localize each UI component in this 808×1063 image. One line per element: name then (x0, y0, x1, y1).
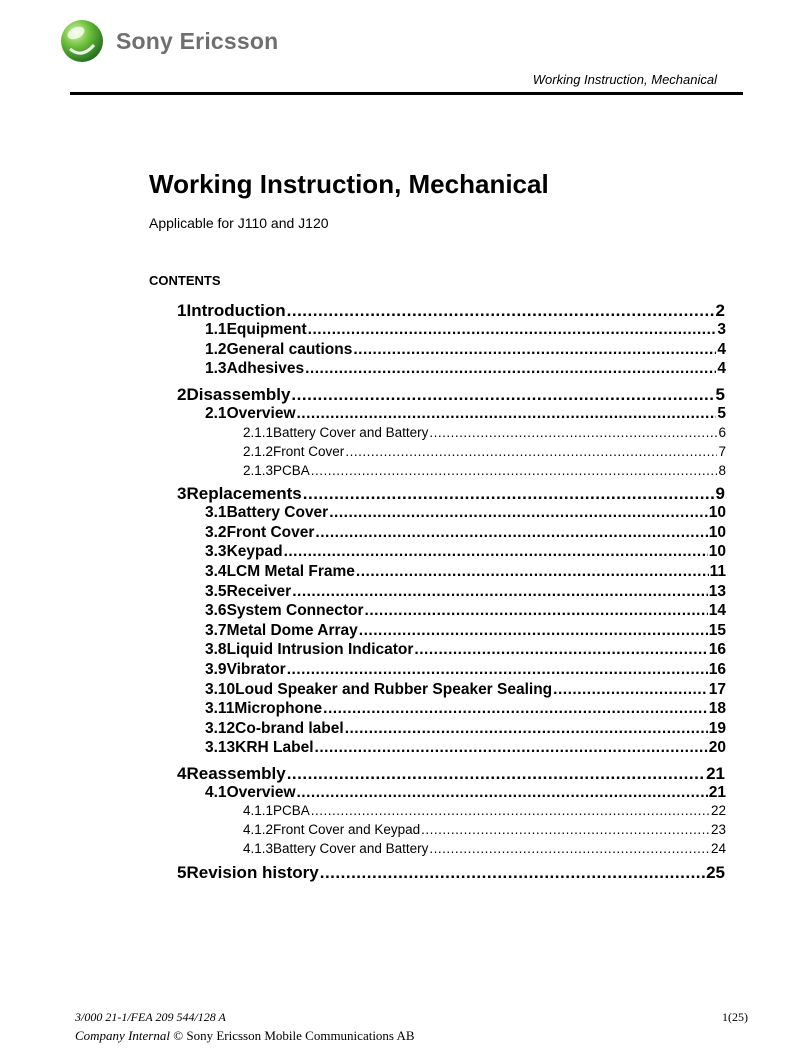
running-header-title: Working Instruction, Mechanical (532, 72, 717, 87)
copyright-symbol: © (173, 1028, 184, 1043)
toc-entry-page: 5 (715, 385, 725, 404)
toc-entry-page: 4 (717, 360, 726, 377)
toc-entry-title: Battery Cover and Battery (273, 841, 429, 856)
toc-entry-page: 2 (715, 301, 725, 320)
toc-entry-page: 7 (718, 444, 726, 459)
toc-entry-page: 18 (708, 700, 726, 717)
toc-dot-leader (329, 504, 708, 522)
toc-entry-number: 3.2 (205, 524, 227, 541)
toc-entry-level-3[interactable] (243, 444, 726, 459)
toc-entry-page: 13 (708, 583, 726, 600)
toc-entry-level-1[interactable] (177, 385, 725, 405)
toc-entry-number: 3.5 (205, 583, 227, 600)
toc-entry-level-2[interactable] (205, 739, 726, 757)
toc-entry-level-2[interactable] (205, 405, 726, 423)
toc-entry-number: 1 (177, 301, 187, 320)
sony-ericsson-logo-icon (60, 19, 104, 63)
toc-dot-leader (311, 803, 710, 818)
toc-entry-page: 21 (708, 784, 726, 801)
toc-dot-leader (345, 444, 717, 459)
toc-entry-level-2[interactable] (205, 700, 726, 718)
toc-entry-level-1[interactable] (177, 764, 725, 784)
toc-dot-leader (315, 524, 707, 542)
toc-entry-number: 2.1.3 (243, 463, 274, 478)
toc-dot-leader (303, 484, 715, 504)
toc-entry-number: 2.1.2 (243, 444, 274, 459)
toc-dot-leader (297, 784, 708, 802)
toc-entry-level-2[interactable] (205, 641, 726, 659)
toc-entry-page: 25 (706, 863, 725, 882)
toc-entry-level-2[interactable] (205, 622, 726, 640)
toc-entry-number: 2 (177, 385, 187, 404)
toc-entry-level-2[interactable] (205, 681, 726, 699)
toc-entry-number: 5 (177, 863, 187, 882)
toc-dot-leader (353, 341, 716, 359)
toc-entry-level-2[interactable] (205, 563, 726, 581)
classification-label: Company Internal (75, 1028, 170, 1043)
toc-dot-leader (421, 822, 710, 837)
toc-entry-title: Equipment (226, 321, 307, 338)
toc-entry-title: Front Cover and Keypad (273, 822, 421, 837)
toc-entry-number: 2.1 (205, 405, 227, 422)
toc-entry-title: Battery Cover and Battery (273, 425, 429, 440)
toc-entry-title: Disassembly (186, 385, 291, 404)
company-name: Sony Ericsson Mobile Communications AB (186, 1028, 415, 1043)
toc-entry-title: Keypad (226, 543, 283, 560)
toc-entry-title: General cautions (226, 341, 353, 358)
toc-entry-level-2[interactable] (205, 524, 726, 542)
toc-entry-title: Receiver (226, 583, 292, 600)
toc-entry-level-2[interactable] (205, 602, 726, 620)
toc-dot-leader (356, 563, 709, 581)
toc-entry-page: 10 (708, 504, 726, 521)
toc-dot-leader (414, 641, 707, 659)
toc-dot-leader (287, 764, 705, 784)
toc-entry-level-3[interactable] (243, 822, 726, 837)
toc-entry-number: 3.10 (205, 681, 236, 698)
toc-entry-number: 1.1 (205, 321, 227, 338)
document-subtitle: Applicable for J110 and J120 (149, 215, 329, 231)
contents-heading: CONTENTS (149, 273, 221, 288)
toc-entry-number: 3.8 (205, 641, 227, 658)
toc-entry-title: Front Cover (273, 444, 345, 459)
toc-entry-page: 17 (708, 681, 726, 698)
toc-entry-page: 21 (706, 764, 725, 783)
toc-entry-level-2[interactable] (205, 360, 726, 378)
toc-entry-number: 4.1.1 (243, 803, 274, 818)
toc-entry-level-3[interactable] (243, 463, 726, 478)
toc-dot-leader (291, 385, 714, 405)
toc-entry-number: 3 (177, 484, 187, 503)
toc-dot-leader (359, 622, 708, 640)
toc-entry-number: 1.2 (205, 341, 227, 358)
toc-entry-title: Microphone (234, 700, 323, 717)
toc-entry-number: 4.1.3 (243, 841, 274, 856)
toc-entry-number: 3.13 (205, 739, 236, 756)
sony-ericsson-logo (60, 18, 278, 64)
toc-entry-number: 3.3 (205, 543, 227, 560)
toc-entry-title: Reassembly (186, 764, 286, 783)
toc-entry-level-3[interactable] (243, 803, 726, 818)
toc-entry-level-2[interactable] (205, 583, 726, 601)
toc-entry-page: 15 (708, 622, 726, 639)
toc-entry-title: Liquid Intrusion Indicator (226, 641, 414, 658)
toc-entry-page: 3 (717, 321, 726, 338)
toc-entry-title: KRH Label (235, 739, 314, 756)
toc-dot-leader (345, 720, 708, 738)
toc-entry-number: 3.12 (205, 720, 236, 737)
toc-entry-page: 10 (708, 543, 726, 560)
toc-entry-title: LCM Metal Frame (226, 563, 355, 580)
toc-entry-level-2[interactable] (205, 661, 726, 679)
toc-entry-level-2[interactable] (205, 543, 726, 561)
toc-entry-number: 3.7 (205, 622, 227, 639)
toc-entry-title: Overview (226, 784, 296, 801)
toc-entry-number: 3.6 (205, 602, 227, 619)
toc-dot-leader (297, 405, 717, 423)
toc-entry-number: 4.1 (205, 784, 227, 801)
toc-dot-leader (287, 661, 708, 679)
toc-entry-title: Introduction (186, 301, 286, 320)
toc-dot-leader (311, 463, 718, 478)
toc-dot-leader (308, 321, 717, 339)
toc-entry-number: 3.11 (205, 700, 235, 717)
toc-dot-leader (429, 425, 717, 440)
toc-entry-title: Vibrator (226, 661, 286, 678)
toc-dot-leader (323, 700, 708, 718)
toc-dot-leader (315, 739, 708, 757)
toc-entry-level-1[interactable] (177, 301, 725, 321)
toc-entry-number: 1.3 (205, 360, 227, 377)
toc-dot-leader (320, 863, 705, 883)
toc-entry-title: Metal Dome Array (226, 622, 358, 639)
toc-entry-page: 6 (718, 425, 726, 440)
page-indicator: 1(25) (722, 1010, 748, 1024)
toc-entry-title: Front Cover (226, 524, 315, 541)
toc-entry-page: 22 (710, 803, 726, 818)
footer-company-line (75, 1028, 415, 1044)
toc-entry-level-2[interactable] (205, 720, 726, 738)
toc-entry-number: 4 (177, 764, 187, 783)
toc-entry-page: 9 (715, 484, 725, 503)
toc-entry-level-2[interactable] (205, 784, 726, 802)
toc-entry-page: 20 (708, 739, 726, 756)
toc-entry-title: Revision history (186, 863, 319, 882)
toc-entry-level-1[interactable] (177, 863, 725, 883)
header-divider (70, 92, 743, 95)
toc-entry-title: Replacements (186, 484, 302, 503)
toc-entry-page: 24 (710, 841, 726, 856)
toc-entry-page: 14 (708, 602, 726, 619)
toc-entry-level-2[interactable] (205, 504, 726, 522)
toc-dot-leader (429, 841, 710, 856)
toc-entry-title: PCBA (273, 463, 310, 478)
toc-dot-leader (287, 301, 715, 321)
toc-entry-page: 10 (708, 524, 726, 541)
toc-entry-page: 19 (708, 720, 726, 737)
toc-entry-level-3[interactable] (243, 841, 726, 856)
toc-entry-title: System Connector (226, 602, 364, 619)
toc-dot-leader (284, 543, 708, 561)
toc-dot-leader (292, 583, 708, 601)
document-number: 3/000 21-1/FEA 209 544/128 A (75, 1010, 226, 1024)
toc-entry-page: 8 (718, 463, 726, 478)
toc-entry-title: Adhesives (226, 360, 305, 377)
toc-entry-level-2[interactable] (205, 341, 726, 359)
toc-entry-level-1[interactable] (177, 484, 725, 504)
toc-entry-number: 3.4 (205, 563, 227, 580)
toc-entry-number: 3.1 (205, 504, 227, 521)
toc-entry-page: 5 (717, 405, 726, 422)
toc-entry-title: Battery Cover (226, 504, 329, 521)
toc-dot-leader (365, 602, 708, 620)
document-title: Working Instruction, Mechanical (149, 169, 549, 199)
toc-entry-page: 16 (708, 641, 726, 658)
toc-entry-title: Loud Speaker and Rubber Speaker Sealing (235, 681, 553, 698)
toc-entry-title: Overview (226, 405, 296, 422)
toc-entry-number: 3.9 (205, 661, 227, 678)
toc-entry-number: 4.1.2 (243, 822, 274, 837)
toc-entry-level-2[interactable] (205, 321, 726, 339)
toc-dot-leader (305, 360, 716, 378)
toc-entry-page: 4 (717, 341, 726, 358)
toc-entry-title: Co-brand label (235, 720, 344, 737)
toc-entry-page: 23 (710, 822, 726, 837)
toc-entry-title: PCBA (273, 803, 310, 818)
toc-dot-leader (553, 681, 708, 699)
toc-entry-page: 16 (708, 661, 726, 678)
toc-entry-level-3[interactable] (243, 425, 726, 440)
toc-entry-number: 2.1.1 (243, 425, 274, 440)
brand-name: Sony Ericsson (116, 27, 279, 54)
toc-entry-page: 11 (709, 563, 726, 580)
